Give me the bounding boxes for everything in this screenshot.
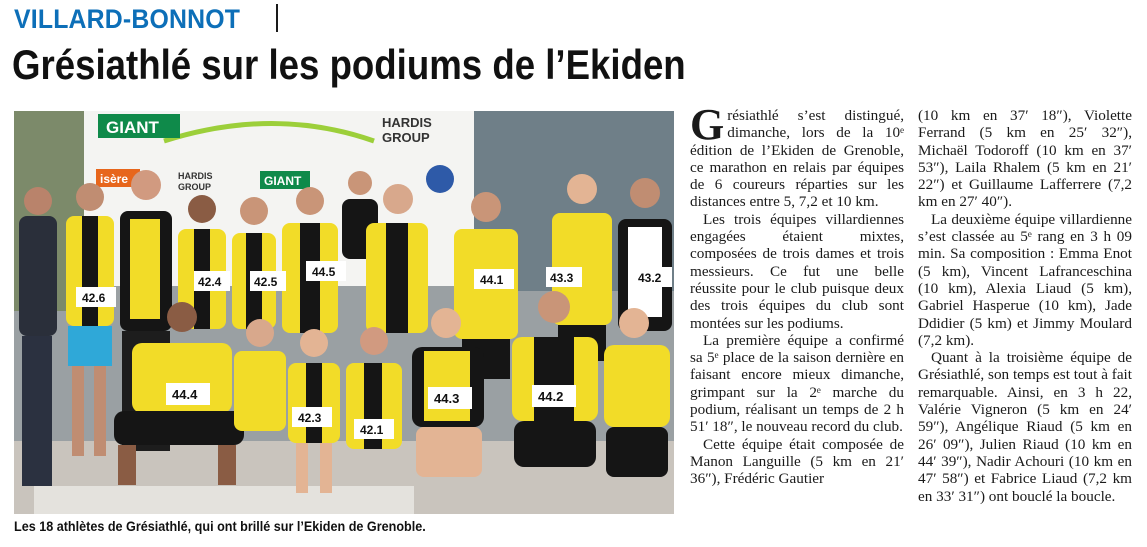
sign-hardis-small: HARDIS [178, 171, 213, 181]
sign-group-small: GROUP [178, 182, 212, 192]
bib-11: 44.3 [434, 391, 460, 406]
paragraph-2: Les trois équipes villardiennes engagées étaient mixtes, composées de trois dames et trois messieurs. Ce fut une belle réussite pour le club puisque deux des trois équipes du club sont montées sur les podiums. [690, 210, 904, 332]
paragraph-6: Quant à la troisième équipe de Grésiathlé, son temps est tout à fait remarquable. Ainsi, en 3 h 22, Valérie Vigneron (5 km en 24′ 59″), Angélique Riaud (5 km en 26′ 09″), Julien Riaud (10 km en 44′ 39″), Nadir Achouri (10 km en 47′ 58″) et Fabrice Liaud (7,2 km en 33′ 31″) ont bouclé la boucle. [918, 349, 1132, 505]
drop-cap: G [690, 100, 725, 149]
article-kicker: VILLARD-BONNOT [14, 4, 241, 34]
bib-7: 43.2 [638, 271, 662, 285]
paragraph-5: La deuxième équipe villardienne s’est classée au 5ᵉ rang en 3 h 09 min. Sa composition : Emma Enot (5 km), Vincent Lafranceschina (10 km), Alexia Liaud (5 km), Gabriel Hasperue (10 km), Jade Ddidier (5 km) et Jimmy Moulard (7,2 km). [918, 210, 1132, 349]
article-column-2 [918, 107, 1132, 505]
paragraph-1-text: résiathlé s’est distingué, dimanche, lors de la 10ᵉ édition de l’Ekiden de Grenoble, ce marathon en relais par équipes de 6 coureurs réparties sur les distances entre 5, 7,2 et 10 km. [690, 107, 904, 211]
paragraph-1 [690, 100, 904, 211]
bib-3: 42.5 [254, 275, 278, 289]
bib-6: 43.3 [550, 271, 574, 285]
bib-12: 44.2 [538, 389, 564, 404]
sign-hardis: HARDIS [382, 115, 432, 130]
team-photo-illustration [14, 111, 674, 514]
bib-5: 44.1 [480, 273, 504, 287]
kicker-separator [276, 4, 278, 32]
bib-10: 42.1 [360, 423, 384, 437]
paragraph-4: Cette équipe était composée de Manon Languille (5 km en 21′ 36″), Frédéric Gautier [690, 435, 904, 488]
sign-giant-small: GIANT [264, 174, 302, 188]
sign-giant: GIANT [106, 118, 159, 137]
sign-isere: isère [100, 172, 129, 186]
bib-4: 44.5 [312, 265, 336, 279]
bib-1: 42.6 [82, 291, 106, 305]
article-column-1 [690, 100, 904, 488]
bib-9: 42.3 [298, 411, 322, 425]
bib-8: 44.4 [172, 387, 198, 402]
sign-group: GROUP [382, 130, 430, 145]
bib-2: 42.4 [198, 275, 222, 289]
paragraph-3: La première équipe a confirmé sa 5ᵉ place de la saison dernière en faisant encore mieux dimanche, grimpant sur la 2ᵉ marche du podium, réalisant un temps de 2 h 51′ 18″, le nouveau record du club. [690, 331, 904, 436]
paragraph-4-continued: (10 km en 37′ 18″), Violette Ferrand (5 km en 25′ 32″), Michaël Todoroff (10 km en 37′ 53″), Laila Rhalem (5 km en 21′ 22″) et Guillaume Lafferrere (7,2 km en 27′ 40″). [918, 107, 1132, 211]
photo-caption: Les 18 athlètes de Grésiathlé, qui ont brillé sur l’Ekiden de Grenoble. [14, 518, 426, 534]
team-photo [14, 111, 674, 514]
article-headline: Grésiathlé sur les podiums de l’Ekiden [12, 41, 686, 88]
